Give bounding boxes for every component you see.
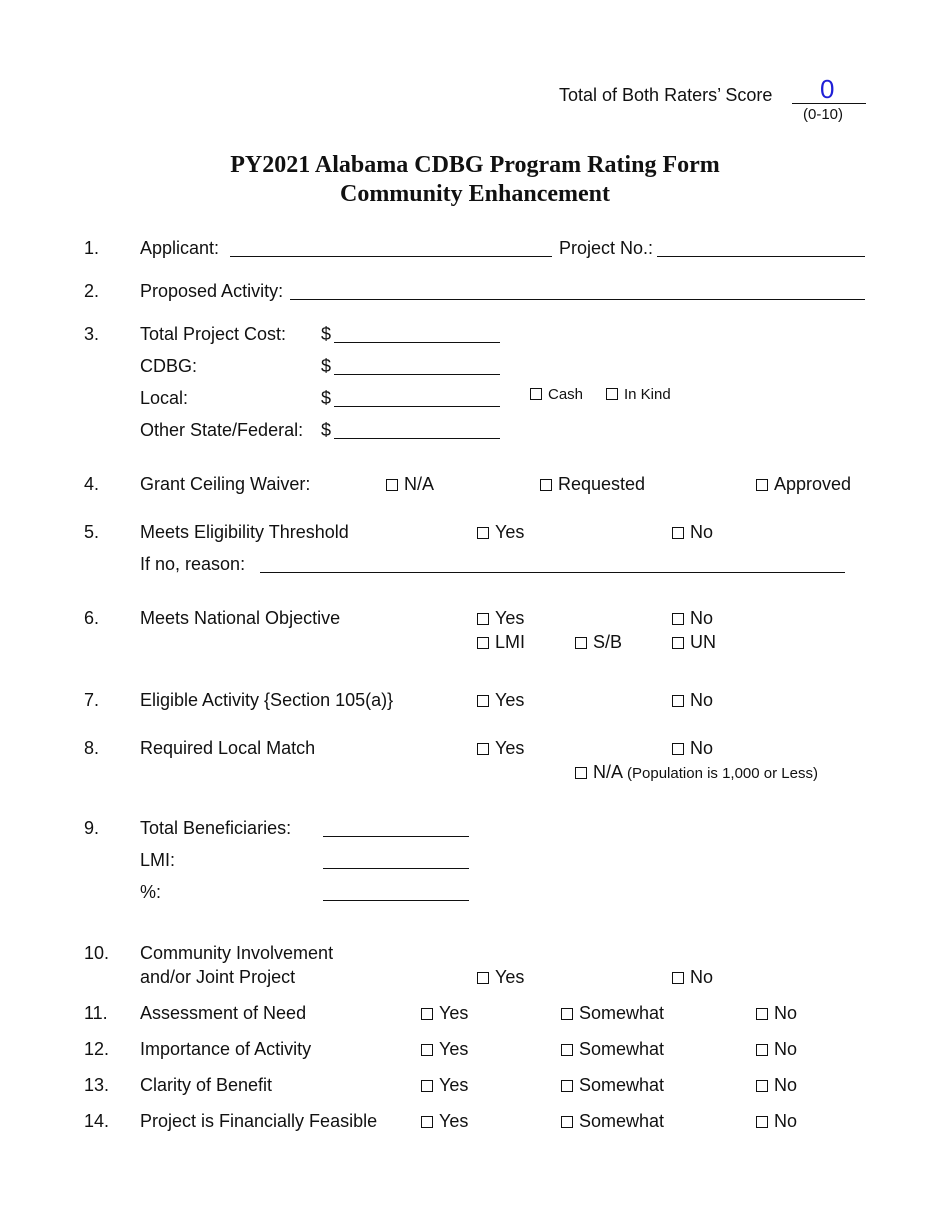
waiver-requested-option bbox=[540, 474, 645, 495]
other-funding-label: Other State/Federal: bbox=[140, 420, 304, 440]
option-label: Approved bbox=[774, 474, 852, 494]
item-number: 10. bbox=[84, 943, 110, 963]
need-yes-option bbox=[421, 1003, 468, 1024]
reason-label: If no, reason: bbox=[140, 554, 246, 574]
option-label: Somewhat bbox=[579, 1111, 665, 1131]
item-number: 13. bbox=[84, 1075, 110, 1095]
option-label: No bbox=[690, 738, 714, 758]
need-somewhat-option bbox=[561, 1003, 664, 1024]
eligibility-yes-option bbox=[477, 522, 524, 543]
dollar-sign: $ bbox=[321, 420, 332, 440]
involvement-yes-checkbox[interactable] bbox=[477, 972, 489, 984]
feasibility-yes-checkbox[interactable] bbox=[421, 1116, 433, 1128]
involvement-no-checkbox[interactable] bbox=[672, 972, 684, 984]
lmi-field[interactable] bbox=[323, 868, 469, 869]
proposed-activity-label: Proposed Activity: bbox=[140, 281, 284, 301]
match-no-checkbox[interactable] bbox=[672, 743, 684, 755]
waiver-na-checkbox[interactable] bbox=[386, 479, 398, 491]
option-label: No bbox=[690, 522, 714, 542]
proposed-activity-field[interactable] bbox=[290, 299, 865, 300]
item-number: 9. bbox=[84, 818, 100, 838]
importance-no-checkbox[interactable] bbox=[756, 1044, 768, 1056]
in-kind-checkbox[interactable] bbox=[606, 388, 618, 400]
item-number: 6. bbox=[84, 608, 100, 628]
feasibility-yes-option bbox=[421, 1111, 468, 1132]
need-no-checkbox[interactable] bbox=[756, 1008, 768, 1020]
objective-un-option bbox=[672, 632, 716, 653]
feasibility-no-checkbox[interactable] bbox=[756, 1116, 768, 1128]
importance-no-option bbox=[756, 1039, 797, 1060]
eligibility-threshold-label: Meets Eligibility Threshold bbox=[140, 522, 349, 542]
dollar-sign: $ bbox=[321, 356, 332, 376]
applicant-field[interactable] bbox=[230, 256, 552, 257]
feasibility-somewhat-option bbox=[561, 1111, 664, 1132]
match-yes-checkbox[interactable] bbox=[477, 743, 489, 755]
percent-label: %: bbox=[140, 882, 162, 902]
eligible-activity-label: Eligible Activity {Section 105(a)} bbox=[140, 690, 394, 710]
option-label: No bbox=[774, 1039, 798, 1059]
waiver-na-option bbox=[386, 474, 434, 495]
feasibility-no-option bbox=[756, 1111, 797, 1132]
objective-yes-checkbox[interactable] bbox=[477, 613, 489, 625]
match-yes-option bbox=[477, 738, 524, 759]
option-label: Yes bbox=[439, 1003, 469, 1023]
option-label: Somewhat bbox=[579, 1039, 665, 1059]
option-label: S/B bbox=[593, 632, 623, 652]
need-yes-checkbox[interactable] bbox=[421, 1008, 433, 1020]
involvement-yes-option bbox=[477, 967, 524, 988]
reason-field[interactable] bbox=[260, 572, 845, 573]
local-match-label: Required Local Match bbox=[140, 738, 316, 758]
clarity-no-checkbox[interactable] bbox=[756, 1080, 768, 1092]
importance-somewhat-checkbox[interactable] bbox=[561, 1044, 573, 1056]
item-number: 7. bbox=[84, 690, 100, 710]
national-objective-label: Meets National Objective bbox=[140, 608, 341, 628]
clarity-no-option bbox=[756, 1075, 797, 1096]
applicant-label: Applicant: bbox=[140, 238, 220, 258]
item-number: 3. bbox=[84, 324, 100, 344]
in-kind-label: In Kind bbox=[624, 386, 671, 403]
form-title: PY2021 Alabama CDBG Program Rating Form bbox=[230, 152, 720, 178]
community-involvement-label: Community Involvement bbox=[140, 943, 334, 963]
waiver-requested-checkbox[interactable] bbox=[540, 479, 552, 491]
objective-sb-checkbox[interactable] bbox=[575, 637, 587, 649]
local-field[interactable] bbox=[334, 406, 500, 407]
option-label: LMI bbox=[495, 632, 526, 652]
match-na-option bbox=[575, 762, 818, 783]
clarity-label: Clarity of Benefit bbox=[140, 1075, 273, 1095]
option-label: N/A bbox=[593, 762, 623, 782]
project-no-label: Project No.: bbox=[559, 238, 654, 258]
project-no-field[interactable] bbox=[657, 256, 865, 257]
option-label: Somewhat bbox=[579, 1003, 665, 1023]
score-range: (0-10) bbox=[803, 106, 844, 123]
option-label: Yes bbox=[495, 738, 525, 758]
objective-lmi-option bbox=[477, 632, 525, 653]
option-label: Yes bbox=[439, 1111, 469, 1131]
objective-sb-option bbox=[575, 632, 622, 653]
need-no-option bbox=[756, 1003, 797, 1024]
form-subtitle: Community Enhancement bbox=[339, 181, 610, 207]
option-label: No bbox=[690, 967, 714, 987]
cash-option bbox=[530, 386, 583, 403]
match-no-option bbox=[672, 738, 713, 759]
option-label: No bbox=[774, 1075, 798, 1095]
item-number: 2. bbox=[84, 281, 100, 301]
clarity-yes-checkbox[interactable] bbox=[421, 1080, 433, 1092]
objective-no-checkbox[interactable] bbox=[672, 613, 684, 625]
option-label: Yes bbox=[439, 1039, 469, 1059]
cash-checkbox[interactable] bbox=[530, 388, 542, 400]
need-somewhat-checkbox[interactable] bbox=[561, 1008, 573, 1020]
item-number: 11. bbox=[84, 1003, 108, 1023]
option-label: No bbox=[774, 1003, 798, 1023]
match-na-note: (Population is 1,000 or Less) bbox=[627, 765, 818, 782]
activity-no-checkbox[interactable] bbox=[672, 695, 684, 707]
importance-label: Importance of Activity bbox=[140, 1039, 312, 1059]
other-funding-field[interactable] bbox=[334, 438, 500, 439]
assessment-of-need-label: Assessment of Need bbox=[140, 1003, 307, 1023]
cdbg-label: CDBG: bbox=[140, 356, 198, 376]
cdbg-field[interactable] bbox=[334, 374, 500, 375]
item-number: 1. bbox=[84, 238, 100, 258]
item-number: 8. bbox=[84, 738, 100, 758]
item-number: 4. bbox=[84, 474, 100, 494]
waiver-approved-checkbox[interactable] bbox=[756, 479, 768, 491]
waiver-approved-option bbox=[756, 474, 851, 495]
feasibility-somewhat-checkbox[interactable] bbox=[561, 1116, 573, 1128]
option-label: Somewhat bbox=[579, 1075, 665, 1095]
option-label: Yes bbox=[439, 1075, 469, 1095]
lmi-label: LMI: bbox=[140, 850, 176, 870]
importance-somewhat-option bbox=[561, 1039, 664, 1060]
clarity-yes-option bbox=[421, 1075, 468, 1096]
score-underline bbox=[792, 103, 866, 104]
option-label: Yes bbox=[495, 608, 525, 628]
total-beneficiaries-label: Total Beneficiaries: bbox=[140, 818, 292, 838]
option-label: No bbox=[774, 1111, 798, 1131]
importance-yes-option bbox=[421, 1039, 468, 1060]
objective-lmi-checkbox[interactable] bbox=[477, 637, 489, 649]
local-label: Local: bbox=[140, 388, 189, 408]
activity-yes-checkbox[interactable] bbox=[477, 695, 489, 707]
involvement-no-option bbox=[672, 967, 713, 988]
option-label: Yes bbox=[495, 522, 525, 542]
grant-ceiling-waiver-label: Grant Ceiling Waiver: bbox=[140, 474, 311, 494]
option-label: No bbox=[690, 690, 714, 710]
item-number: 14. bbox=[84, 1111, 110, 1131]
joint-project-label: and/or Joint Project bbox=[140, 967, 296, 987]
dollar-sign: $ bbox=[321, 324, 332, 344]
score-value: 0 bbox=[820, 74, 835, 104]
option-label: Yes bbox=[495, 967, 525, 987]
objective-yes-option bbox=[477, 608, 524, 629]
eligibility-no-option bbox=[672, 522, 713, 543]
match-na-checkbox[interactable] bbox=[575, 767, 587, 779]
importance-yes-checkbox[interactable] bbox=[421, 1044, 433, 1056]
feasibility-label: Project is Financially Feasible bbox=[140, 1111, 378, 1131]
clarity-somewhat-option bbox=[561, 1075, 664, 1096]
eligibility-yes-checkbox[interactable] bbox=[477, 527, 489, 539]
option-label: Yes bbox=[495, 690, 525, 710]
eligibility-no-checkbox[interactable] bbox=[672, 527, 684, 539]
in-kind-option bbox=[606, 386, 671, 403]
objective-no-option bbox=[672, 608, 713, 629]
clarity-somewhat-checkbox[interactable] bbox=[561, 1080, 573, 1092]
percent-field[interactable] bbox=[323, 900, 469, 901]
item-number: 5. bbox=[84, 522, 100, 542]
total-beneficiaries-field[interactable] bbox=[323, 836, 469, 837]
dollar-sign: $ bbox=[321, 388, 332, 408]
option-label: Requested bbox=[558, 474, 646, 494]
objective-un-checkbox[interactable] bbox=[672, 637, 684, 649]
option-label: N/A bbox=[404, 474, 435, 494]
total-cost-label: Total Project Cost: bbox=[140, 324, 287, 344]
option-label: No bbox=[690, 608, 714, 628]
option-label: UN bbox=[690, 632, 716, 652]
activity-yes-option bbox=[477, 690, 524, 711]
score-label: Total of Both Raters’ Score bbox=[559, 85, 773, 105]
item-number: 12. bbox=[84, 1039, 110, 1059]
cash-label: Cash bbox=[548, 386, 584, 403]
total-cost-field[interactable] bbox=[334, 342, 500, 343]
activity-no-option bbox=[672, 690, 713, 711]
